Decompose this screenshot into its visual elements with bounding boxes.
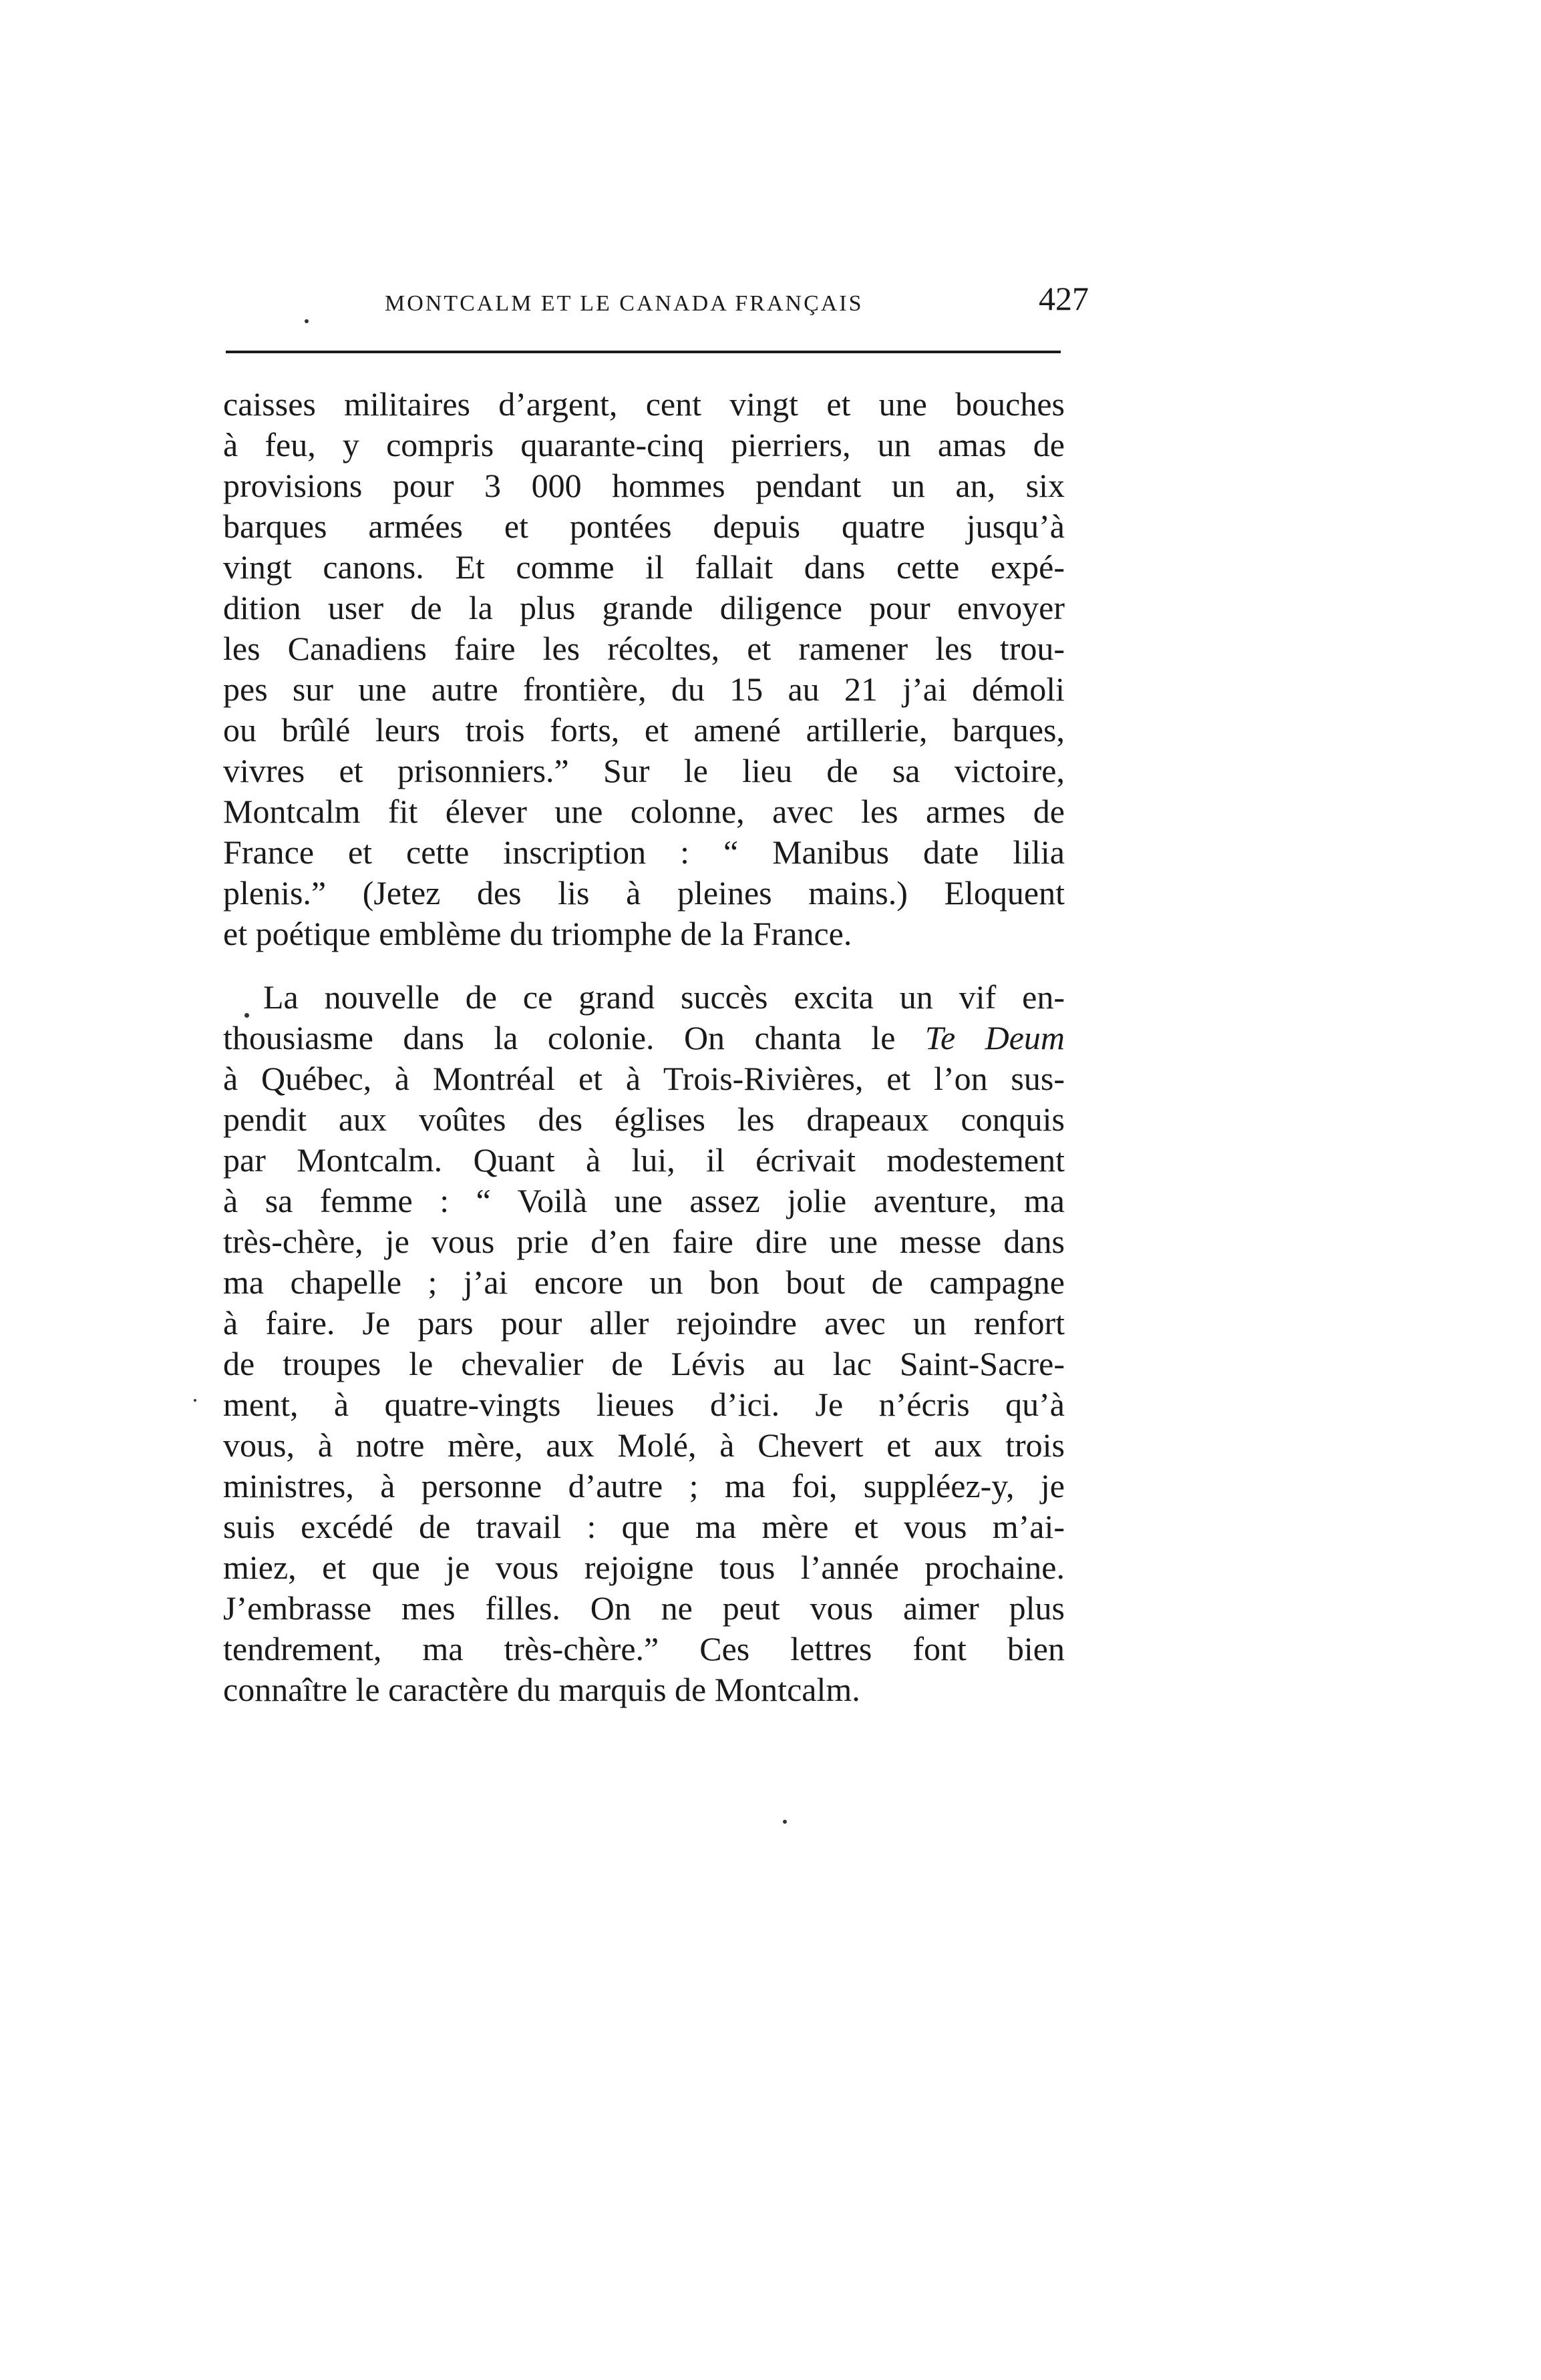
text-line: plenis.” (Jetez des lis à pleines mains.) Eloquent	[223, 874, 1065, 912]
text-line: vous, à notre mère, aux Molé, à Chevert et aux trois	[223, 1426, 1065, 1464]
text-line: de troupes le chevalier de Lévis au lac Saint-Sacre-	[223, 1345, 1065, 1382]
text-line: suis excédé de travail : que ma mère et vous m’ai-	[223, 1508, 1065, 1545]
text-line: à faire. Je pars pour aller rejoindre avec un renfort	[223, 1304, 1065, 1342]
text-line: et poétique emblème du triomphe de la France.	[223, 915, 852, 952]
text-line: ou brûlé leurs trois forts, et amené artillerie, barques,	[223, 711, 1065, 749]
running-head	[385, 279, 1089, 326]
text-line: par Montcalm. Quant à lui, il écrivait modestement	[223, 1141, 1065, 1179]
text-line: Montcalm fit élever une colonne, avec les armes de	[223, 793, 1065, 830]
text-line: pes sur une autre frontière, du 15 au 21 j’ai démoli	[223, 670, 1065, 708]
header-rule	[226, 351, 1061, 353]
text-line: J’embrasse mes filles. On ne peut vous aimer plus	[223, 1589, 1065, 1627]
body-text	[223, 384, 1065, 1710]
text-line: connaître le caractère du marquis de Montcalm.	[223, 1671, 860, 1708]
text-line: à Québec, à Montréal et à Trois-Rivières, et l’on sus-	[223, 1060, 1065, 1097]
paragraph-2	[223, 977, 1065, 1710]
running-title: MONTCALM ET LE CANADA FRANÇAIS	[385, 291, 864, 316]
ink-speck	[194, 1399, 196, 1402]
text-line: à sa femme : “ Voilà une assez jolie aventure, ma	[223, 1182, 1065, 1219]
ink-speck	[244, 1013, 249, 1018]
ink-speck	[305, 319, 309, 323]
text-line: miez, et que je vous rejoigne tous l’année prochaine.	[223, 1549, 1065, 1586]
paragraph-1	[223, 384, 1065, 954]
text-line: tendrement, ma très-chère.” Ces lettres font bien	[223, 1630, 1065, 1667]
text-line: barques armées et pontées depuis quatre jusqu’à	[223, 508, 1065, 545]
text-line: dition user de la plus grande diligence pour envoyer	[223, 589, 1065, 626]
text-line: La nouvelle de ce grand succès excita un vif en-	[263, 978, 1065, 1016]
page-number: 427	[1039, 280, 1089, 317]
text-line: ma chapelle ; j’ai encore un bon bout de campagne	[223, 1263, 1065, 1301]
text-line: vivres et prisonniers.” Sur le lieu de sa victoire,	[223, 752, 1065, 789]
text-line: France et cette inscription : “ Manibus date lilia	[223, 833, 1065, 871]
text-line-with-italic	[223, 1018, 1065, 1058]
paragraph-gap	[223, 954, 1065, 977]
ink-speck	[783, 1820, 787, 1824]
text-line: très-chère, je vous prie d’en faire dire une messe dans	[223, 1223, 1065, 1260]
text-line: ment, à quatre-vingts lieues d’ici. Je n’écris qu’à	[223, 1386, 1065, 1423]
text-line: à feu, y compris quarante-cinq pierriers, un amas de	[223, 426, 1065, 463]
text-line: caisses militaires d’argent, cent vingt et une bouches	[223, 385, 1065, 423]
text-line: ministres, à personne d’autre ; ma foi, suppléez-y, je	[223, 1467, 1065, 1505]
italic-title: Te Deum	[924, 1019, 1065, 1056]
text-segment: thousiasme dans la colonie. On chanta le	[223, 1019, 925, 1056]
text-line: les Canadiens faire les récoltes, et ramener les trou-	[223, 630, 1065, 667]
text-line: provisions pour 3 000 hommes pendant un an, six	[223, 467, 1065, 504]
text-line: vingt canons. Et comme il fallait dans cette expé-	[223, 548, 1065, 586]
text-line: pendit aux voûtes des églises les drapeaux conquis	[223, 1101, 1065, 1138]
